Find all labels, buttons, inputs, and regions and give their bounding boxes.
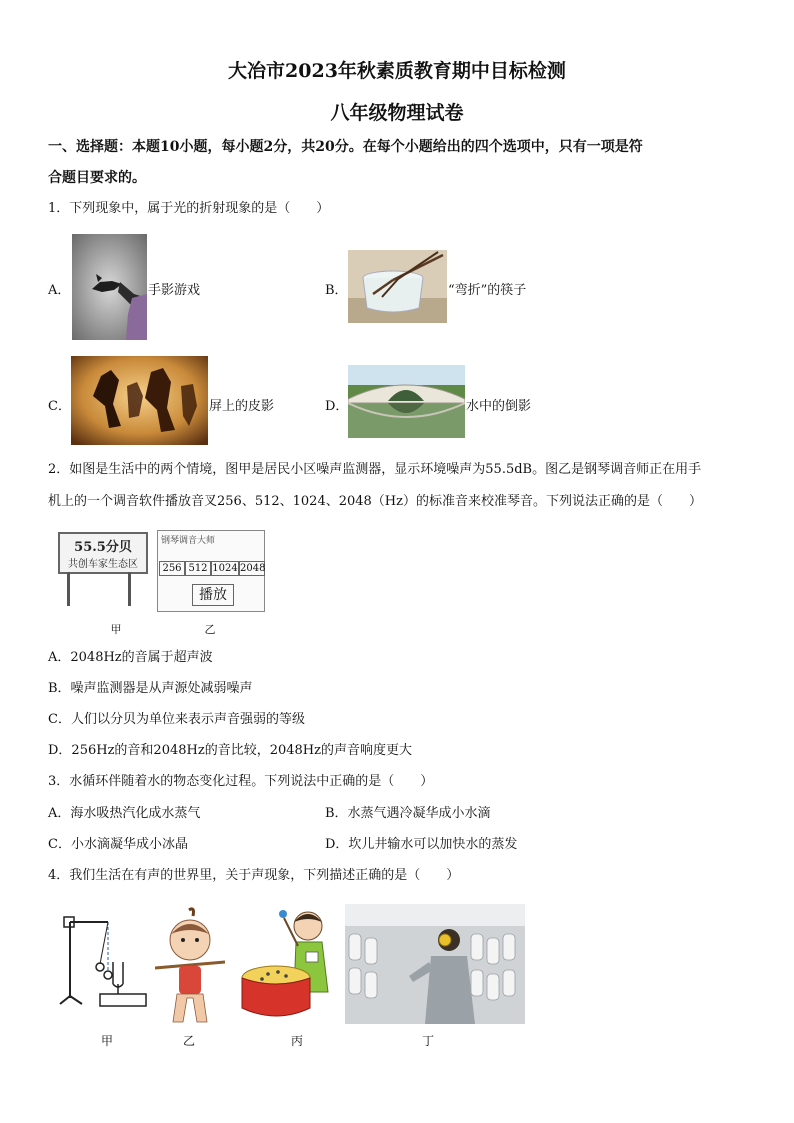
q1-option-a-letter: A． [48, 283, 71, 298]
q2-option-b: B．噪声监测器是从声源处减弱噪声 [48, 681, 253, 696]
q1-stem: 1．下列现象中，属于光的折射现象的是（ ） [48, 201, 330, 216]
shadow-puppet-hand-photo [72, 234, 147, 340]
q4-label-ding: 丁 [421, 1034, 434, 1048]
q4-stem: 4．我们生活在有声的世界里，关于声现象，下列描述正确的是（ ） [48, 868, 460, 883]
tuner-app-screen [157, 530, 265, 612]
textile-worker-earmuffs-photo [345, 904, 525, 1024]
q3-option-b: B．水蒸气遇冷凝华成小水滴 [325, 806, 491, 821]
page-title: 大冶市2023年秋素质教育期中目标检测 [228, 60, 566, 82]
q2-option-a: A．2048Hz的音属于超声波 [48, 650, 213, 665]
fig-label-jia: 甲 [110, 623, 122, 636]
q1-option-b-text: “弯折”的筷子 [448, 283, 527, 298]
q3-stem: 3．水循环伴随着水的物态变化过程。下列说法中正确的是（ ） [48, 774, 434, 789]
section-heading-line1: 一、选择题：本题10小题，每小题2分，共20分。在每个小题给出的四个选项中，只有一项是符 [48, 139, 643, 155]
q4-label-jia: 甲 [100, 1034, 113, 1048]
tuner-app-title: 钢琴调音大师 [161, 536, 216, 546]
page-subtitle: 八年级物理试卷 [330, 102, 464, 124]
bridge-reflection-photo [348, 365, 465, 438]
freq-button-2048: 2048 [240, 563, 266, 574]
fig-label-yi: 乙 [204, 623, 216, 636]
shadow-play-screen-photo [71, 356, 208, 445]
noise-monitor-sign [58, 532, 148, 574]
q1-option-a-text: 手影游戏 [148, 283, 201, 298]
q1-option-d-text: 水中的倒影 [466, 399, 532, 414]
sign-post-right [128, 572, 131, 606]
q1-option-c-letter: C． [48, 399, 71, 414]
q2-stem-line2: 机上的一个调音软件播放音叉256、512、1024、2048（Hz）的标准音来校准琴音。下列说法正确的是（ ） [48, 494, 702, 509]
chopsticks-in-water-photo [348, 250, 447, 323]
q2-option-d: D．256Hz的音和2048Hz的音比较，2048Hz的声音响度更大 [48, 743, 412, 758]
q2-option-c: C．人们以分贝为单位来表示声音强弱的等级 [48, 712, 305, 727]
noise-reading: 55.5分贝 [74, 540, 132, 555]
q2-stem-line1: 2．如图是生活中的两个情境，图甲是居民小区噪声监测器，显示环境噪声为55.5dB。图乙是钢琴调音师正在用手 [48, 462, 702, 477]
q1-option-c-text: 屏上的皮影 [209, 399, 275, 414]
noise-sign-place: 共创车家生态区 [68, 559, 138, 570]
q3-option-c: C．小水滴凝华成小冰晶 [48, 837, 188, 852]
boy-playing-flute-icon [155, 906, 225, 1030]
freq-button-512: 512 [185, 561, 211, 576]
q3-option-d: D．坎儿井输水可以加快水的蒸发 [325, 837, 518, 852]
section-heading-line2: 合题目要求的。 [48, 170, 146, 186]
q4-label-bing: 丙 [290, 1034, 303, 1048]
q1-option-d-letter: D． [325, 399, 349, 414]
sign-post-left [67, 572, 70, 606]
freq-button-1024: 1024 [212, 563, 238, 574]
q3-option-a: A．海水吸热汽化成水蒸气 [48, 806, 201, 821]
tuning-fork-pendulum-icon [58, 912, 150, 1016]
boy-drumming-icon [238, 904, 334, 1026]
q1-option-b-letter: B． [325, 283, 348, 298]
q4-label-yi: 乙 [182, 1034, 195, 1048]
play-button: 播放 [192, 584, 234, 606]
freq-button-256: 256 [159, 561, 185, 576]
